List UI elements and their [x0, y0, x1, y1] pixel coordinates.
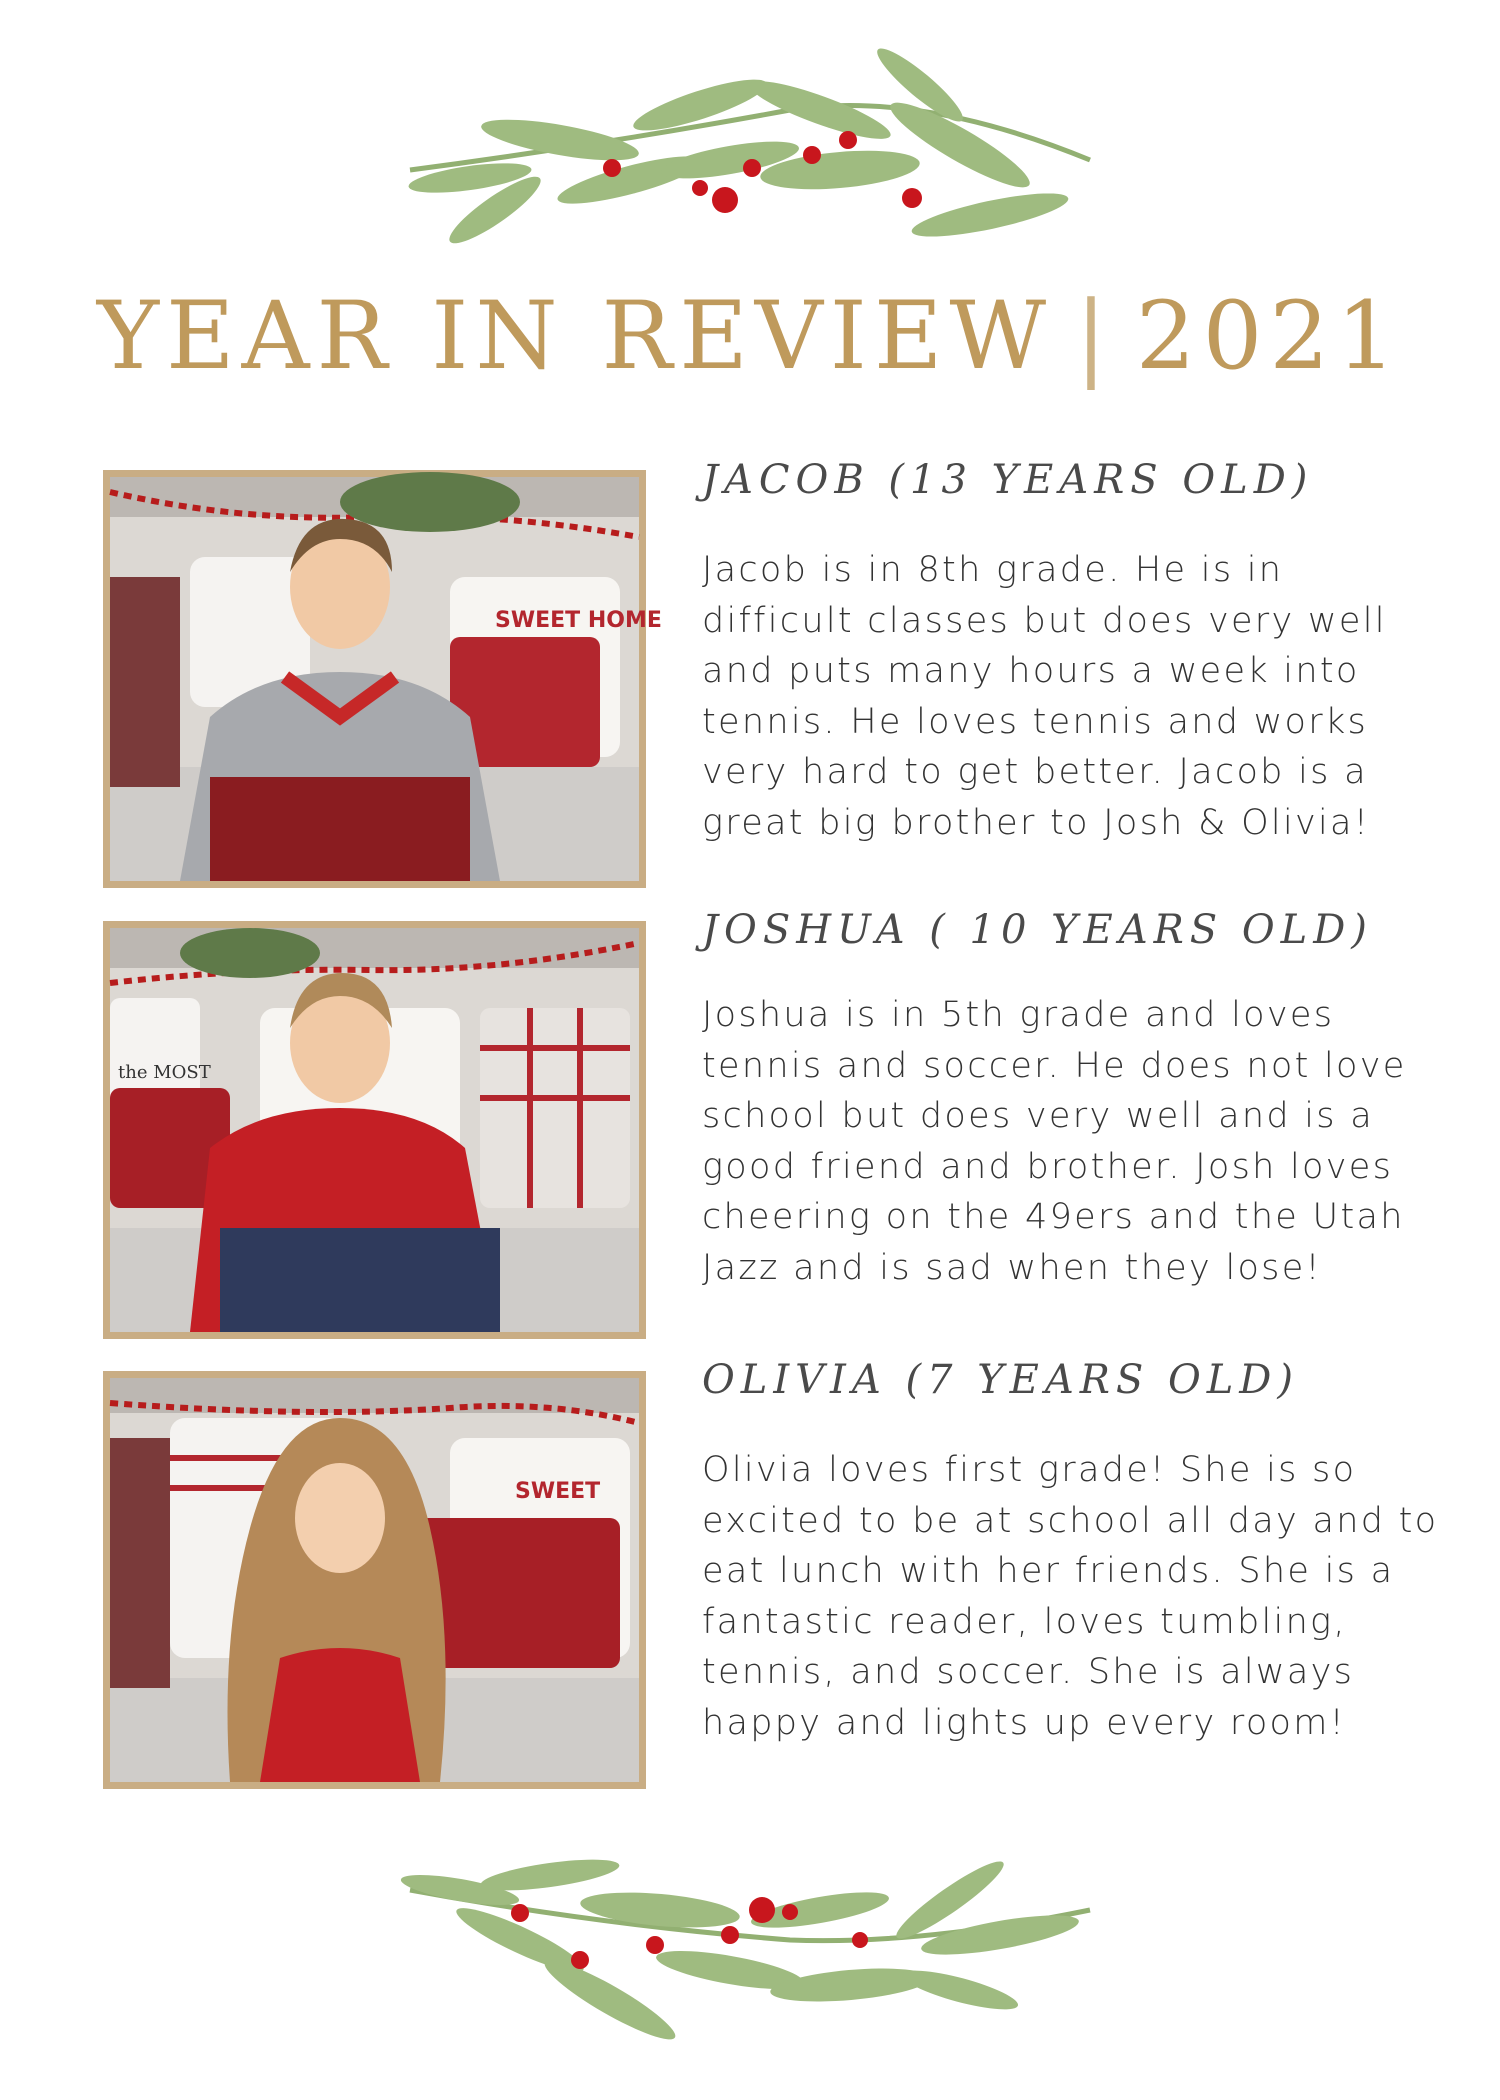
title-year: 2021 — [1135, 282, 1404, 391]
olivia-photo — [103, 1371, 646, 1789]
joshua-pillow-text: the MOST — [118, 1062, 211, 1083]
joshua-name: JOSHUA ( 10 YEARS OLD) — [702, 907, 1373, 953]
page-title — [0, 282, 1500, 391]
holly-sprig-top-decoration — [400, 50, 1100, 250]
title-separator: | — [1075, 282, 1114, 391]
olivia-name: OLIVIA (7 YEARS OLD) — [702, 1357, 1299, 1403]
joshua-photo — [103, 921, 646, 1339]
jacob-name: JACOB (13 YEARS OLD) — [702, 457, 1314, 503]
jacob-bio: Jacob is in 8th grade. He is in difficult classes but does very well and puts many hours a week into tennis. He loves tennis and works very hard to get better. Jacob is a great big brother to Josh & Olivia! — [702, 550, 1387, 843]
olivia-bio: Olivia loves first grade! She is so excited to be at school all day and to eat lunch with her friends. She is a fantastic reader, loves tumbling, tennis, and soccer. She is always happy and lights up every room! — [702, 1450, 1439, 1743]
holly-sprig-bottom-decoration — [400, 1850, 1100, 2050]
jacob-photo — [103, 470, 662, 888]
title-main: YEAR IN REVIEW — [96, 282, 1054, 391]
olivia-pillow-text: SWEET — [515, 1479, 601, 1504]
joshua-bio: Joshua is in 5th grade and loves tennis and soccer. He does not love school but does very well and is a good friend and brother. Josh loves cheering on the 49ers and the Utah Jazz and is sad when they lose! — [702, 995, 1407, 1288]
jacob-pillow-text: SWEET HOME — [495, 608, 662, 633]
